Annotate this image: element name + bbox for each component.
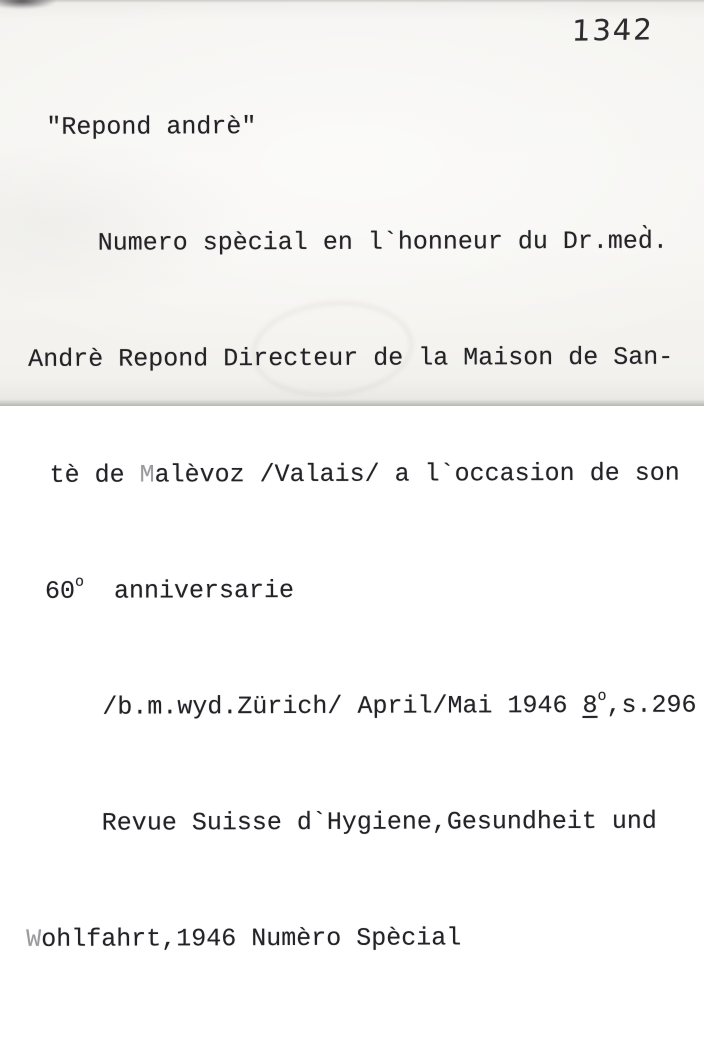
journal-line-2	[3, 923, 707, 954]
text-segment: Andrè Repond Directeur de la Maison de San-	[28, 342, 674, 374]
text-segment: 60	[44, 576, 76, 606]
anniversary-line	[2, 575, 706, 606]
publication-line	[2, 687, 706, 722]
underlined-format-number: 8	[582, 690, 598, 720]
typed-text-block	[0, 24, 708, 1041]
card-bottom-edge	[0, 399, 704, 406]
text-segment: ,s.296	[606, 690, 697, 720]
text-segment: tè de	[49, 460, 140, 490]
text-segment: alèvoz /Valais/ a l`occasion de son	[154, 458, 680, 490]
faded-letter: M	[139, 460, 155, 490]
text-segment: Revue Suisse d`Hygiene,Gesundheit und	[101, 806, 657, 838]
text-segment: anniversarie	[83, 575, 295, 606]
body-line-1	[1, 227, 705, 258]
heading-text: "Repond andrè"	[46, 112, 257, 142]
text-segment: ohlfahrt,1946 Numèro Spècial	[41, 923, 462, 954]
text-segment: Numero spècial en l`honneur du Dr.med̀.	[97, 226, 668, 258]
superscript-degree: o	[597, 687, 607, 705]
body-line-3	[2, 459, 706, 490]
heading-line	[0, 111, 704, 142]
card-top-edge	[0, 0, 704, 3]
journal-line-1	[3, 807, 707, 838]
faded-letter: W	[26, 924, 42, 954]
ink-smudge	[0, 0, 56, 9]
text-segment: /b.m.wyd.Zürich/ April/Mai 1946	[102, 690, 583, 722]
catalog-number: 1342	[571, 12, 655, 48]
body-line-2	[1, 343, 705, 374]
superscript-degree: o	[74, 573, 85, 591]
